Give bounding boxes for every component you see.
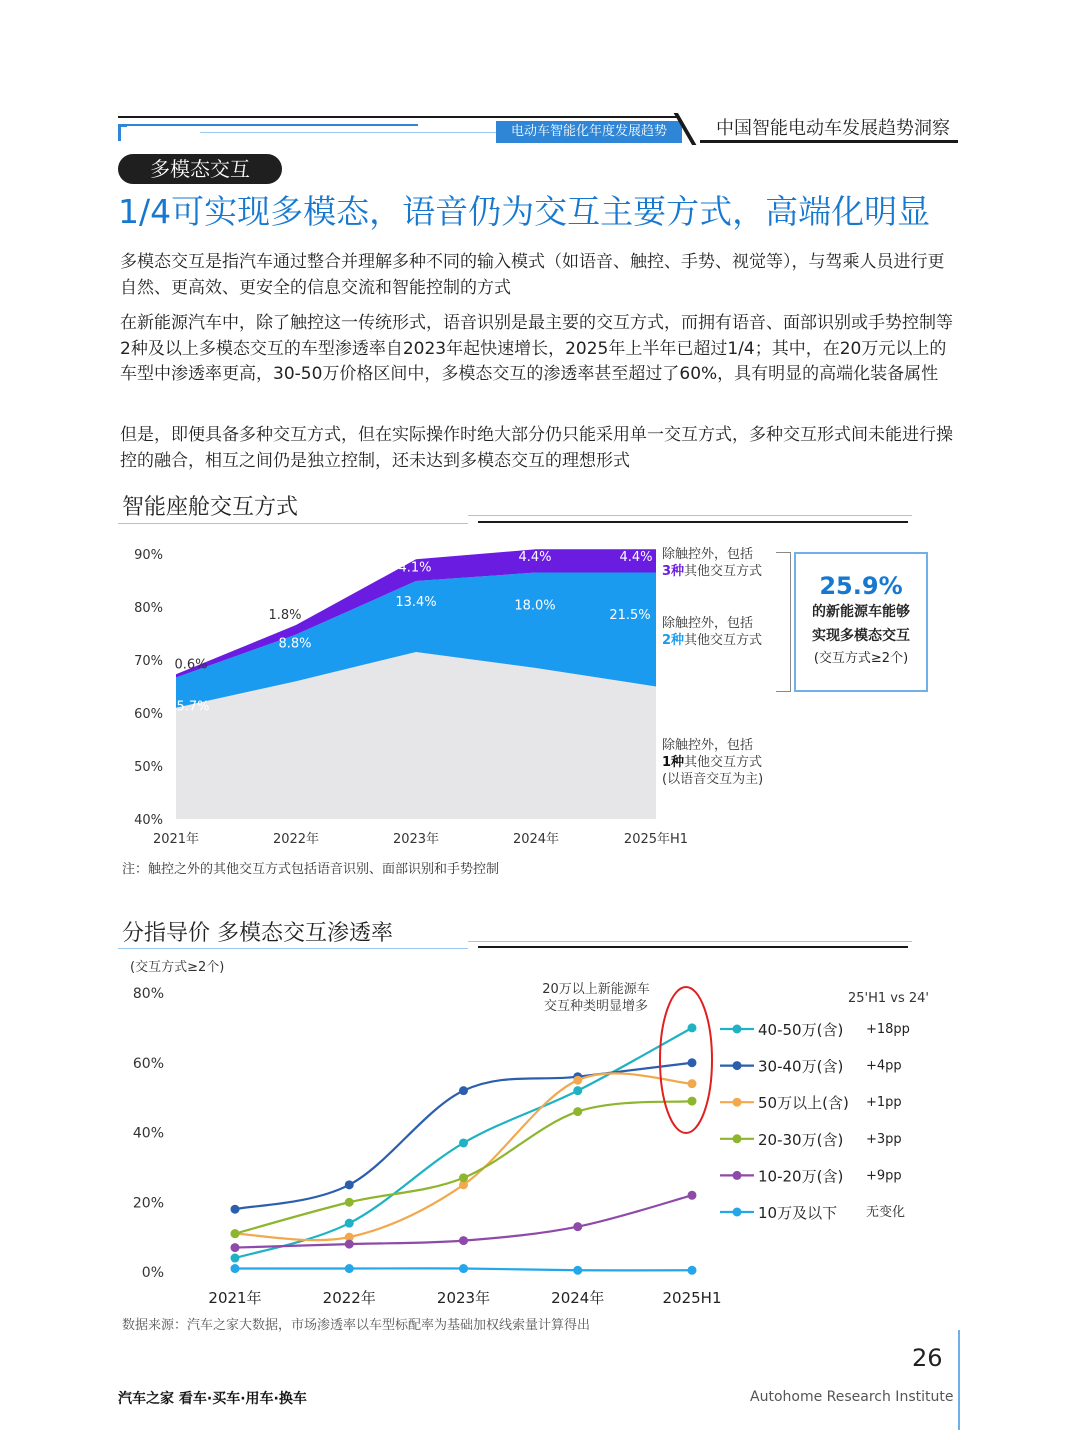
- legend-label: 除触控外，包括: [662, 616, 754, 631]
- legend-label: (以语音交互为主): [662, 772, 764, 787]
- footer-institute: Autohome Research Institute: [750, 1389, 954, 1405]
- x-tick-label: 2022年: [272, 832, 320, 847]
- annotation-text: 交互种类明显增多: [543, 999, 649, 1014]
- chart2-title-rule-dark: [478, 946, 908, 948]
- x-tick-label: 2021年: [152, 832, 200, 847]
- callout-line-1: 的新能源车能够: [812, 604, 910, 620]
- header-tag: 电动车智能化年度发展趋势: [496, 121, 682, 143]
- data-label-two-modes: 21.5%: [609, 607, 651, 623]
- chart2-ylabel: (交互方式≥2个): [130, 960, 225, 975]
- legend-label: 30-40万(含): [758, 1057, 844, 1076]
- data-label-three-modes: 4.1%: [398, 560, 432, 576]
- data-label-three-modes: 4.4%: [518, 550, 552, 566]
- data-label-three-modes: 1.8%: [268, 608, 302, 624]
- chart2-title-rule-2: [468, 941, 912, 942]
- legend-change: +4pp: [866, 1058, 902, 1074]
- chart1-note: 注：触控之外的其他交互方式包括语音识别、面部识别和手势控制: [122, 862, 500, 877]
- paragraph-3: 但是，即便具备多种交互方式，但在实际操作时绝大部分仍只能采用单一交互方式，多种交互形式间未能进行操控的融合，相互之间仍是独立控制，还未达到多模态交互的理想形式: [120, 425, 953, 471]
- data-label-two-modes: 13.4%: [395, 594, 437, 610]
- paragraph-2: 在新能源汽车中，除了触控这一传统形式，语音识别是最主要的交互方式，而拥有语音、面部识别或手势控制等2种及以上多模态交互的车型渗透率自2023年起快速增长，2025年上半年已超过1/4；其中，在20万元以上的车型中渗透率更高，30-50万价格区间中，多模态交互的渗透率甚至超过了60%，具有明显的高端化装备属性: [120, 313, 953, 384]
- legend-label: 10万及以下: [758, 1204, 838, 1222]
- y-tick-label: 40%: [134, 813, 163, 828]
- y-tick-label: 20%: [132, 1195, 164, 1212]
- y-tick-label: 0%: [141, 1265, 164, 1281]
- chart2-title-rule: [118, 948, 468, 949]
- legend-change: +18pp: [866, 1022, 910, 1037]
- x-tick-label: 2021年: [208, 1289, 262, 1307]
- callout-bracket: [776, 552, 791, 692]
- y-tick-label: 80%: [132, 986, 164, 1002]
- paragraph-1: 多模态交互是指汽车通过整合并理解多种不同的输入模式（如语音、触控、手势、视觉等），与驾乘人员进行更自然、更高效、更安全的信息交流和智能控制的方式: [120, 252, 945, 298]
- legend-label: 除触控外，包括: [662, 738, 754, 753]
- data-label-two-modes: 8.8%: [278, 636, 312, 652]
- legend-label: 20-30万(含): [758, 1130, 844, 1149]
- page-title: 1/4可实现多模态，语音仍为交互主要方式，高端化明显: [118, 192, 931, 231]
- y-tick-label: 60%: [132, 1055, 164, 1072]
- y-tick-label: 90%: [134, 548, 163, 563]
- callout-value: 25.9%: [819, 572, 903, 600]
- legend-change: +9pp: [866, 1168, 902, 1184]
- chart1-title: 智能座舱交互方式: [122, 495, 299, 520]
- legend-label: 10-20万(含): [758, 1167, 844, 1186]
- y-tick-label: 70%: [134, 654, 163, 669]
- legend-change: +3pp: [866, 1131, 902, 1147]
- callout-line-3: (交互方式≥2个): [813, 651, 909, 666]
- legend-label: 除触控外，包括: [662, 547, 754, 562]
- annotation-text: 20万以上新能源车: [542, 982, 650, 997]
- footer-brand: 汽车之家 看车·买车·用车·换车: [118, 1391, 307, 1407]
- x-tick-label: 2025年H1: [623, 832, 689, 847]
- data-label-two-modes: 5.7%: [176, 699, 210, 715]
- data-label-three-modes: 4.4%: [619, 550, 653, 566]
- page-number: 26: [912, 1344, 943, 1372]
- x-tick-label: 2022年: [322, 1289, 376, 1307]
- legend-label: 2种其他交互方式: [662, 633, 763, 648]
- footer-rule: [958, 1330, 960, 1430]
- data-label-two-modes: 18.0%: [514, 598, 556, 614]
- x-tick-label: 2025H1: [662, 1289, 722, 1307]
- x-tick-label: 2023年: [392, 832, 440, 847]
- y-tick-label: 40%: [132, 1125, 164, 1142]
- callout-line-2: 实现多模态交互: [812, 628, 910, 644]
- legend-label: 3种其他交互方式: [662, 564, 763, 579]
- callout-box: [794, 552, 928, 692]
- legend-change: 无变化: [866, 1205, 906, 1220]
- legend-label: 40-50万(含): [758, 1021, 844, 1039]
- chart2-title: 分指导价 多模态交互渗透率: [122, 921, 393, 946]
- x-tick-label: 2023年: [436, 1289, 491, 1307]
- legend-header: 25'H1 vs 24': [848, 991, 930, 1006]
- data-source: 数据来源：汽车之家大数据，市场渗透率以车型标配率为基础加权线索量计算得出: [122, 1318, 591, 1333]
- legend-label: 1种其他交互方式: [662, 755, 763, 770]
- legend-change: +1pp: [866, 1095, 902, 1111]
- header-right-title: 中国智能电动车发展趋势洞察: [716, 118, 950, 139]
- legend-label: 50万以上(含): [758, 1094, 849, 1113]
- data-label-three-modes: 0.6%: [174, 657, 208, 673]
- y-tick-label: 50%: [134, 760, 163, 775]
- y-tick-label: 60%: [134, 707, 163, 722]
- x-tick-label: 2024年: [512, 832, 560, 847]
- x-tick-label: 2024年: [551, 1289, 605, 1307]
- section-pill: 多模态交互: [118, 154, 282, 184]
- y-tick-label: 80%: [134, 601, 163, 616]
